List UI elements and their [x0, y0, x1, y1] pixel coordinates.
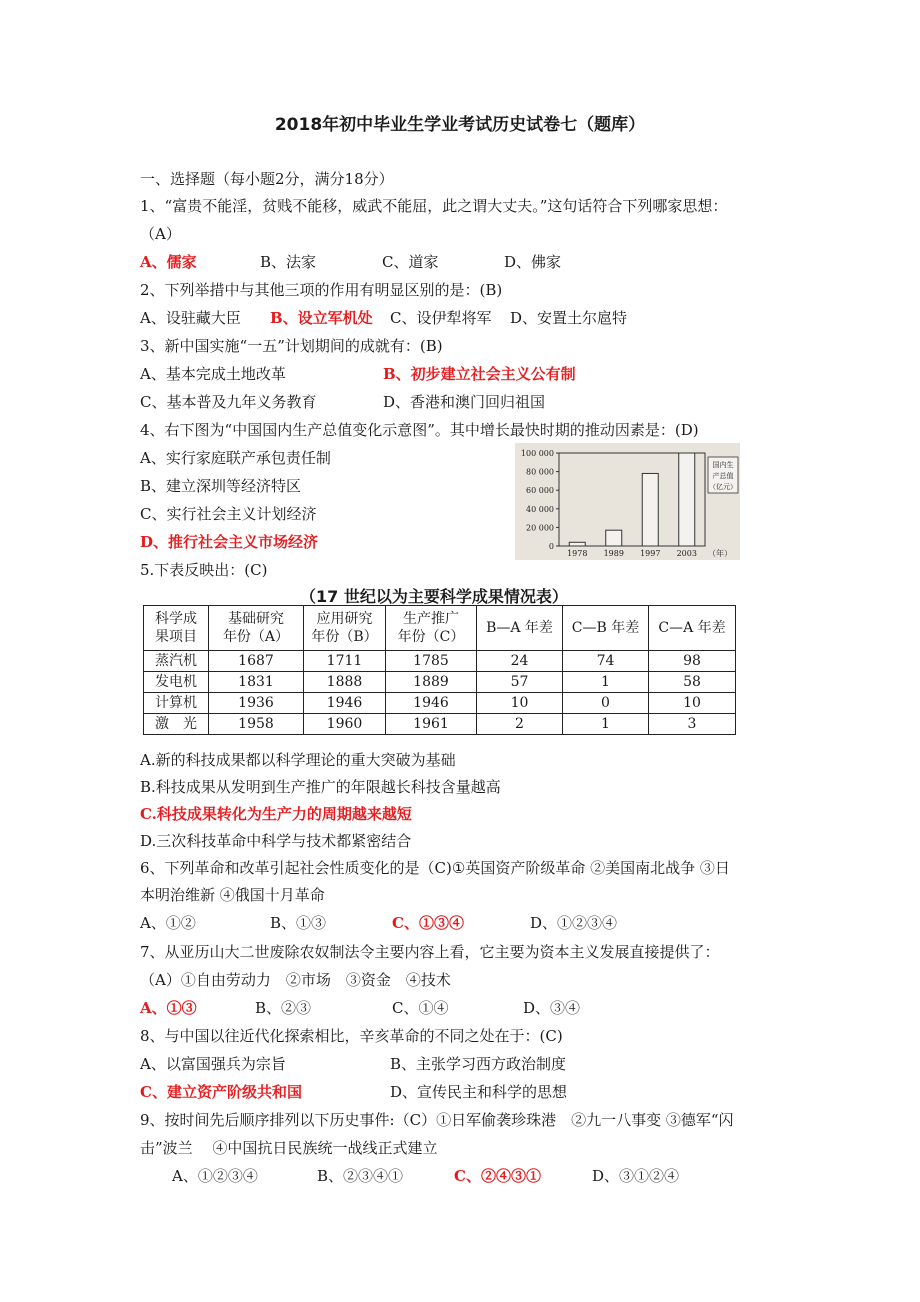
q5-option-d: D.三次科技革命中科学与技术都紧密结合 [140, 832, 412, 850]
q6-option-a: A、①② [140, 914, 196, 932]
th-c-b: C—B 年差 [563, 606, 649, 651]
q1-option-c: C、道家 [382, 253, 439, 271]
q6-stem-line1: 6、下列革命和改革引起社会性质变化的是（C)①英国资产阶级革命 ②美国南北战争 ③日 [140, 859, 730, 877]
y-tick-label: 20 000 [526, 523, 554, 533]
gdp-chart-svg [515, 443, 740, 560]
cell: 10 [649, 693, 736, 714]
table-row [144, 714, 736, 735]
cell: 1889 [386, 672, 477, 693]
y-tick-label: 40 000 [526, 504, 554, 514]
q4-option-c: C、实行社会主义计划经济 [140, 505, 317, 523]
gdp-chart [515, 443, 740, 560]
legend-text: 国内生 [712, 461, 734, 469]
q2-option-d: D、安置土尔扈特 [510, 309, 628, 327]
y-tick-label: 100 000 [520, 449, 554, 458]
x-tick-label: 1978 [567, 549, 588, 558]
q7-option-d: D、③④ [523, 999, 581, 1017]
q3-option-d: D、香港和澳门回归祖国 [383, 393, 546, 411]
th-b-a: B—A 年差 [477, 606, 563, 651]
bar-1997 [642, 473, 658, 546]
q3-option-b: B、初步建立社会主义公有制 [383, 365, 576, 383]
q8-option-d: D、宣传民主和科学的思想 [390, 1083, 568, 1101]
cell: 10 [477, 693, 563, 714]
q8-stem: 8、与中国以往近代化探索相比，辛亥革命的不同之处在于：(C) [140, 1027, 563, 1045]
q4-option-d: D、推行社会主义市场经济 [140, 533, 319, 551]
section-heading: 一、选择题（每小题2分，满分18分） [140, 170, 394, 188]
cell: 1 [563, 672, 649, 693]
cell: 发电机 [144, 672, 209, 693]
q5-option-c: C.科技成果转化为生产力的周期越来越短 [140, 805, 412, 823]
cell: 1960 [304, 714, 386, 735]
table-title: （17 世纪以为主要科学成果情况表） [300, 587, 568, 606]
q2-options [140, 308, 790, 328]
cell: 57 [477, 672, 563, 693]
bar-2003 [679, 453, 695, 546]
cell: 74 [563, 651, 649, 672]
cell: 1711 [304, 651, 386, 672]
x-axis-label: （年） [708, 549, 732, 558]
cell: 计算机 [144, 693, 209, 714]
q7-option-c: C、①④ [392, 999, 449, 1017]
cell: 24 [477, 651, 563, 672]
cell: 1831 [209, 672, 304, 693]
q4-option-b: B、建立深圳等经济特区 [140, 477, 302, 495]
q1-options [140, 252, 790, 272]
science-table [143, 605, 736, 735]
q7-options [140, 998, 790, 1018]
q3-option-a: A、基本完成土地改革 [140, 365, 286, 383]
cell: 0 [563, 693, 649, 714]
q3-options-row1 [140, 364, 790, 384]
legend-text: 产总值 [712, 472, 734, 480]
q1-option-b: B、法家 [260, 253, 317, 271]
th-production: 生产推广 年份（C） [386, 606, 477, 651]
page-title: 2018年初中毕业生学业考试历史试卷七（题库） [274, 115, 646, 135]
x-tick-label: 1989 [603, 549, 624, 558]
th-applied-research: 应用研究 年份（B） [304, 606, 386, 651]
cell: 98 [649, 651, 736, 672]
q8-options-row1 [140, 1054, 790, 1074]
q3-option-c: C、基本普及九年义务教育 [140, 393, 317, 411]
q6-option-c: C、①③④ [392, 914, 464, 932]
cell: 2 [477, 714, 563, 735]
q9-options [172, 1166, 822, 1186]
y-tick-label: 80 000 [526, 467, 554, 477]
q9-stem-line1: 9、按时间先后顺序排列以下历史事件:（C）①日军偷袭珍珠港 ②九一八事变 ③德军“闪 [140, 1111, 734, 1129]
th-project: 科学成 果项目 [144, 606, 209, 651]
cell: 1 [563, 714, 649, 735]
q8-options-row2 [140, 1082, 790, 1102]
q6-options [140, 913, 790, 933]
q1-stem: 1、“富贵不能淫，贫贱不能移，威武不能屈，此之谓大丈夫。”这句话符合下列哪家思想： [140, 197, 728, 215]
th-c-a: C—A 年差 [649, 606, 736, 651]
q2-stem: 2、下列举措中与其他三项的作用有明显区别的是：(B) [140, 281, 503, 299]
q9-option-b: B、②③④① [317, 1167, 404, 1185]
q7-option-a: A、①③ [140, 999, 197, 1017]
cell: 3 [649, 714, 736, 735]
bar-1978 [569, 542, 585, 546]
x-tick-label: 1997 [640, 549, 661, 558]
cell: 激 光 [144, 714, 209, 735]
cell: 1961 [386, 714, 477, 735]
cell: 1946 [304, 693, 386, 714]
q9-option-d: D、③①②④ [592, 1167, 680, 1185]
q1-answer-note: （A） [140, 225, 181, 243]
q6-option-b: B、①③ [270, 914, 327, 932]
q9-stem-line2: 击”波兰 ④中国抗日民族统一战线正式建立 [140, 1139, 438, 1157]
x-tick-label: 2003 [676, 549, 697, 558]
q8-option-a: A、以富国强兵为宗旨 [140, 1055, 286, 1073]
bar-1989 [606, 530, 622, 546]
th-basic-research: 基础研究 年份（A） [209, 606, 304, 651]
q2-option-c: C、设伊犁将军 [390, 309, 492, 327]
q2-option-b: B、设立军机处 [270, 309, 373, 327]
cell: 蒸汽机 [144, 651, 209, 672]
q5-option-a: A.新的科技成果都以科学理论的重大突破为基础 [140, 751, 456, 769]
y-tick-label: 60 000 [526, 486, 554, 496]
cell: 1958 [209, 714, 304, 735]
q7-stem-line2: （A）①自由劳动力 ②市场 ③资金 ④技术 [140, 971, 451, 989]
q7-option-b: B、②③ [255, 999, 312, 1017]
q9-option-c: C、②④③① [454, 1167, 541, 1185]
q2-option-a: A、设驻藏大臣 [140, 309, 241, 327]
q9-option-a: A、①②③④ [172, 1167, 258, 1185]
q4-stem: 4、右下图为“中国国内生产总值变化示意图”。其中增长最快时期的推动因素是：(D) [140, 421, 699, 439]
q8-option-b: B、主张学习西方政治制度 [390, 1055, 567, 1073]
q7-stem-line1: 7、从亚历山大二世废除农奴制法令主要内容上看，它主要为资本主义发展直接提供了： [140, 943, 720, 961]
table-row [144, 672, 736, 693]
q1-option-d: D、佛家 [504, 253, 562, 271]
q5-stem: 5.下表反映出：(C) [140, 561, 268, 579]
q5-option-b: B.科技成果从发明到生产推广的年限越长科技含量越高 [140, 778, 501, 796]
table-row [144, 693, 736, 714]
q4-option-a: A、实行家庭联产承包责任制 [140, 449, 331, 467]
cell: 1946 [386, 693, 477, 714]
cell: 1936 [209, 693, 304, 714]
q6-stem-line2: 本明治维新 ④俄国十月革命 [140, 886, 325, 904]
table-row [144, 651, 736, 672]
q3-options-row2 [140, 392, 790, 412]
legend-text: （亿元） [709, 483, 737, 491]
q6-option-d: D、①②③④ [530, 914, 618, 932]
cell: 1687 [209, 651, 304, 672]
q8-option-c: C、建立资产阶级共和国 [140, 1083, 302, 1101]
q1-option-a: A、儒家 [140, 253, 197, 271]
y-tick-label: 0 [548, 542, 554, 551]
table-header-row [144, 606, 736, 651]
cell: 58 [649, 672, 736, 693]
cell: 1785 [386, 651, 477, 672]
cell: 1888 [304, 672, 386, 693]
q3-stem: 3、新中国实施“一五”计划期间的成就有：(B) [140, 337, 443, 355]
